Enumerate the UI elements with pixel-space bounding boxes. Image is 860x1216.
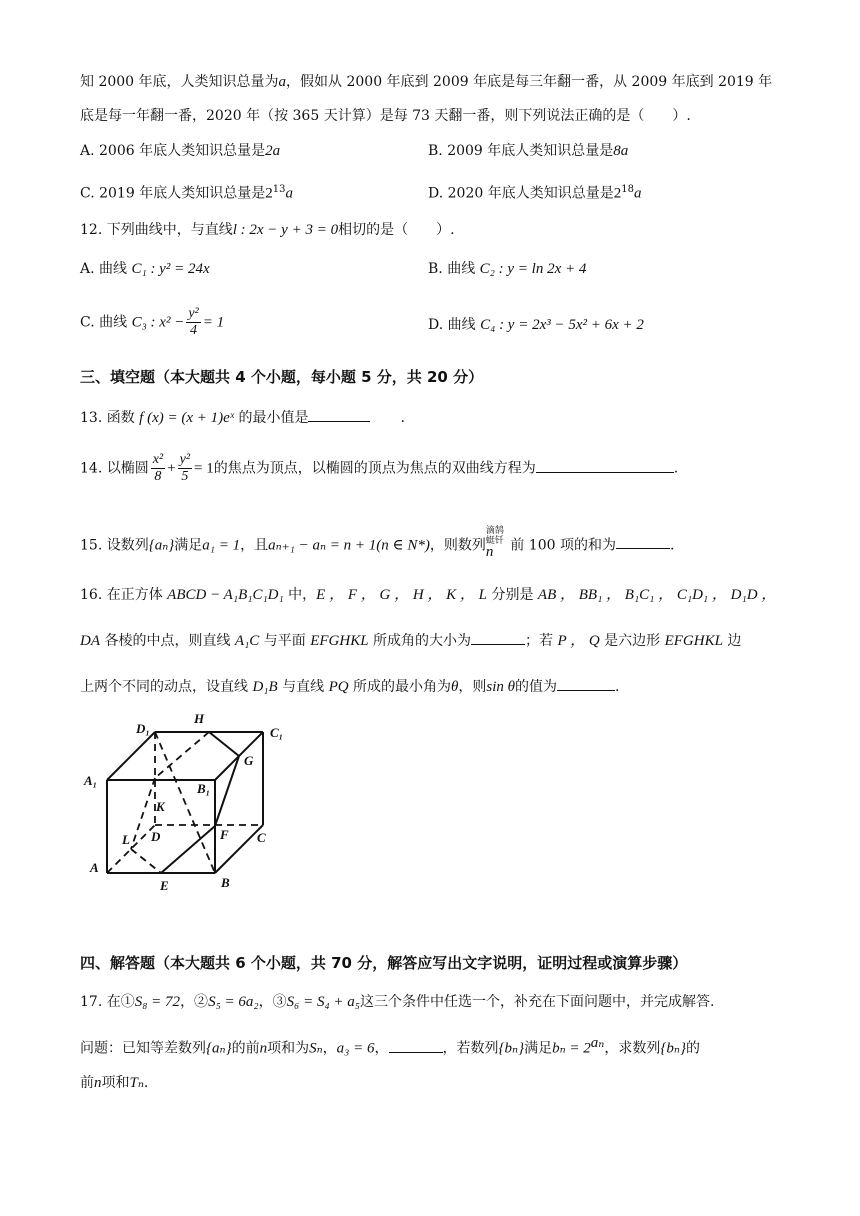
q16-l2-g: ；若 xyxy=(525,633,553,649)
q16-l1-c: 分别是 xyxy=(491,587,534,603)
q17-sep1: ，② xyxy=(180,994,209,1010)
q11-option-c-base: 2 xyxy=(265,185,273,202)
edge-a1-d1 xyxy=(107,732,155,780)
q17-l2-e: ， xyxy=(374,1040,389,1057)
q11-option-d-base: 2 xyxy=(613,185,622,202)
q15-suffix: 前 100 项的和为 xyxy=(510,537,616,554)
q12-option-c-den: 4 xyxy=(190,323,198,338)
q15-answer-blank xyxy=(616,536,670,549)
q12-option-c-text: C. 曲线 xyxy=(80,314,128,331)
q17-l2-a: 问题：已知等差数列 xyxy=(80,1040,206,1057)
q11-option-d-var: a xyxy=(633,185,642,202)
q11-option-c-var: a xyxy=(285,185,293,202)
q17-sep2: ，③ xyxy=(258,994,287,1010)
label-g: G xyxy=(244,753,254,768)
q15-garbled-text: 滴鹄蜓钎 xyxy=(485,526,504,546)
q17-bn-lhs: bₙ = 2 xyxy=(552,1040,591,1057)
q11-option-a xyxy=(80,141,280,161)
q16-l2-b: 各棱的中点，则直线 xyxy=(104,633,231,649)
q13-math: f (x) = (x + 1)eˣ xyxy=(139,410,235,426)
q17-l1-b: 这三个条件中任选一个，补充在下面问题中，并完成解答. xyxy=(360,994,715,1010)
q15-mid2: ，且 xyxy=(240,537,269,554)
q16-l3-f: θ xyxy=(451,679,459,695)
q12-option-a-math: C₁ : y² = 24x xyxy=(131,261,210,277)
q15-cond2: aₙ₊₁ − aₙ = n + 1(n ∈ N*) xyxy=(268,537,430,554)
q17-l3-a: 前 xyxy=(80,1075,94,1091)
q17-seq-a: {aₙ} xyxy=(206,1040,232,1057)
q17-condition-3: S₆ = S₄ + a₅ xyxy=(286,994,361,1010)
q17-tn: Tₙ xyxy=(129,1075,144,1091)
q12-option-d-text: D. 曲线 xyxy=(428,317,476,333)
q17-bn-exp: aₙ xyxy=(590,1035,605,1051)
q15-cond1: a₁ = 1 xyxy=(202,537,241,554)
section-3-heading: 三、填空题（本大题共 4 个小题，每小题 5 分，共 20 分） xyxy=(80,368,484,386)
q12-stem xyxy=(80,220,455,240)
q16-l2-e: EFGHKL xyxy=(310,633,369,649)
q12-option-c-fraction xyxy=(186,306,200,339)
label-a: A xyxy=(90,860,99,875)
q17-a3: a₃ = 6 xyxy=(336,1040,375,1057)
q16-l1-b: 中， xyxy=(288,587,317,603)
label-b: B xyxy=(221,875,230,890)
label-f: F xyxy=(220,827,229,842)
q17-line-3 xyxy=(80,1073,148,1093)
q13-end: . xyxy=(400,410,405,426)
q16-l3-b: D₁B xyxy=(252,679,278,695)
q17-seq-b: {bₙ} xyxy=(498,1040,525,1057)
q12-option-a xyxy=(80,259,210,279)
q15-garbled-fraction xyxy=(485,526,506,560)
q16-l3-g: ，则 xyxy=(458,679,487,695)
q16-line-1 xyxy=(80,585,776,605)
q16-line-3 xyxy=(80,677,619,697)
edge-f-g xyxy=(215,756,239,826)
label-d1: D₁ xyxy=(136,721,150,736)
edge-h-k-hidden xyxy=(155,732,209,778)
q16-l2-k: 边 xyxy=(727,633,742,649)
edge-g-h xyxy=(209,732,239,756)
q17-condition-1: S₈ = 72 xyxy=(134,994,181,1010)
q13-answer-blank xyxy=(308,409,370,422)
q13-line xyxy=(80,408,405,428)
q15-seq: {aₙ} xyxy=(148,537,175,554)
q14-f1-num: x² xyxy=(152,452,164,467)
q17-l1-a: 17. 在① xyxy=(80,994,135,1010)
q16-l2-j: EFGHKL xyxy=(664,633,723,649)
q11-option-c-text: C. 2019 年底人类知识总量是 xyxy=(80,185,266,202)
label-a1: A₁ xyxy=(84,773,98,788)
q16-l3-i: 的值为 xyxy=(515,679,558,695)
q16-l2-d: 与平面 xyxy=(263,633,306,649)
q16-answer-blank-1 xyxy=(471,632,525,645)
q14-line: 14. 以椭圆 $\frac{\text{x²}}{8}$ + $\frac{\text{y²}}{5}$ = 1的焦点为顶点，以椭圆的顶点为焦点的双曲线方程为 . xyxy=(80,452,679,484)
q12-stem-math: l : 2x − y + 3 = 0 xyxy=(232,222,339,238)
q16-l3-d: PQ xyxy=(328,679,349,695)
q11-option-a-text: A. 2006 年底人类知识总量是 xyxy=(80,143,266,159)
q12-option-c xyxy=(80,306,224,339)
q11-line-1 xyxy=(80,72,772,92)
label-c: C xyxy=(257,830,266,845)
q16-edges: AB ， BB₁ ， B₁C₁ ， C₁D₁ ， D₁D ， xyxy=(537,587,777,603)
q16-l3-a: 上两个不同的动点，设直线 xyxy=(80,679,248,695)
label-e: E xyxy=(160,878,169,893)
q16-l2-i: 是六边形 xyxy=(604,633,661,649)
q12-stem-text-a: 12. 下列曲线中，与直线 xyxy=(80,222,233,238)
q15-mid1: 满足 xyxy=(174,537,203,554)
q14-f2-den: 5 xyxy=(181,469,189,484)
label-h: H xyxy=(194,711,205,726)
q17-answer-blank xyxy=(389,1040,443,1053)
q17-condition-2: S₅ = 6a₂ xyxy=(208,994,259,1010)
q12-option-b-math: C₂ : y = ln 2x + 4 xyxy=(479,261,587,277)
q17-l2-g: 满足 xyxy=(524,1040,553,1057)
q16-l1-a: 16. 在正方体 xyxy=(80,587,163,603)
q17-l2-i: 的 xyxy=(685,1040,700,1057)
q13-prefix: 13. 函数 xyxy=(80,410,135,426)
q11-option-d-text: D. 2020 年底人类知识总量是 xyxy=(428,185,614,202)
section-4-heading: 四、解答题（本大题共 6 个小题，共 70 分，解答应写出文字说明，证明过程或演算步骤） xyxy=(80,954,688,972)
q12-option-c-rhs: = 1 xyxy=(202,314,225,331)
q16-l3-c: 与直线 xyxy=(282,679,325,695)
q12-option-c-num: y² xyxy=(188,306,199,321)
q14-f2-num: y² xyxy=(179,452,191,467)
q17-l2-f: ，若数列 xyxy=(442,1040,499,1057)
q17-l2-c: 项和为 xyxy=(267,1040,310,1057)
q16-cube: ABCD − A₁B₁C₁D₁ xyxy=(167,587,284,603)
q17-n: n xyxy=(259,1040,268,1057)
q14-answer-blank xyxy=(536,460,674,473)
q16-l3-j: . xyxy=(615,679,620,695)
q17-line-2 xyxy=(80,1033,700,1059)
q15-prefix: 15. 设数列 xyxy=(80,537,149,554)
q14-suffix: 的焦点为顶点，以椭圆的顶点为焦点的双曲线方程为 xyxy=(213,460,536,477)
q16-l3-h: sin θ xyxy=(486,679,516,695)
edge-l-e-hidden xyxy=(131,849,161,873)
q12-option-c-lhs: C₃ : x² − xyxy=(131,314,185,331)
q12-option-d-math: C₄ : y = 2x³ − 5x² + 6x + 2 xyxy=(480,317,644,333)
label-b1: B₁ xyxy=(197,781,211,796)
q16-l2-c: A₁C xyxy=(234,633,260,649)
q17-l3-c: . xyxy=(143,1075,149,1091)
q17-sn: Sₙ xyxy=(309,1040,323,1057)
q17-line-1 xyxy=(80,992,714,1012)
q11-line1-var: a xyxy=(278,74,287,90)
q12-stem-text-b: 相切的是（ ）. xyxy=(338,222,455,238)
q11-option-a-math: 2a xyxy=(265,143,281,159)
q11-line1-text-b: ，假如从 2000 年底到 2009 年底是每三年翻一番，从 2009 年底到 2019 年 xyxy=(286,74,773,90)
q17-l3-b: 项和 xyxy=(101,1075,130,1091)
q17-l2-d: ， xyxy=(322,1040,337,1057)
q13-suffix: 的最小值是 xyxy=(238,410,309,426)
q11-option-c-exp: 13 xyxy=(272,184,286,195)
q15-garbled-sub: n xyxy=(485,543,494,560)
edge-e-f xyxy=(161,826,215,873)
q11-option-b-math: 8a xyxy=(613,143,629,159)
q14-rhs: = 1 xyxy=(194,460,214,477)
label-l: L xyxy=(122,832,130,847)
q16-l3-e: 所成的最小角为 xyxy=(353,679,452,695)
q11-option-d xyxy=(428,180,641,204)
q16-points: E ， F ， G ， H ， K ， L xyxy=(316,587,488,603)
q11-line-2: 底是每一年翻一番，2020 年（按 365 天计算）是每 73 天翻一番，则下列说法正确的是（ ）. xyxy=(80,108,691,124)
q14-fraction-2 xyxy=(178,452,192,485)
q12-option-b xyxy=(428,259,586,279)
q17-seq-b2: {bₙ} xyxy=(660,1040,686,1057)
q11-line1-text-a: 知 2000 年底，人类知识总量为 xyxy=(80,74,279,90)
q12-option-d xyxy=(428,315,644,335)
q16-answer-blank-2 xyxy=(557,678,615,691)
label-c1: C₁ xyxy=(270,725,284,740)
cube-figure xyxy=(80,705,284,895)
q14-f1-den: 8 xyxy=(154,469,162,484)
q11-option-b xyxy=(428,141,628,161)
q11-option-d-exp: 18 xyxy=(621,184,634,195)
q11-option-c xyxy=(80,180,293,204)
q14-fraction-1 xyxy=(151,452,165,485)
q14-end: . xyxy=(673,460,679,477)
q16-l2-h: P ， Q xyxy=(557,633,600,649)
label-d: D xyxy=(151,829,161,844)
q17-l3-n: n xyxy=(94,1075,102,1091)
q16-l2-a: DA xyxy=(80,633,100,649)
q17-l2-b: 的前 xyxy=(231,1040,260,1057)
q15-line xyxy=(80,526,675,561)
q15-end: . xyxy=(669,537,675,554)
q16-line-2 xyxy=(80,631,741,651)
q17-l2-h: ，求数列 xyxy=(604,1040,661,1057)
q14-prefix: 14. 以椭圆 xyxy=(80,460,149,477)
q12-option-a-text: A. 曲线 xyxy=(80,261,128,277)
q12-option-b-text: B. 曲线 xyxy=(428,261,476,277)
q16-l2-f: 所成角的大小为 xyxy=(373,633,471,649)
label-k: K xyxy=(156,799,165,814)
q15-mid3: ，则数列 xyxy=(429,537,486,554)
q11-option-b-text: B. 2009 年底人类知识总量是 xyxy=(428,143,614,159)
